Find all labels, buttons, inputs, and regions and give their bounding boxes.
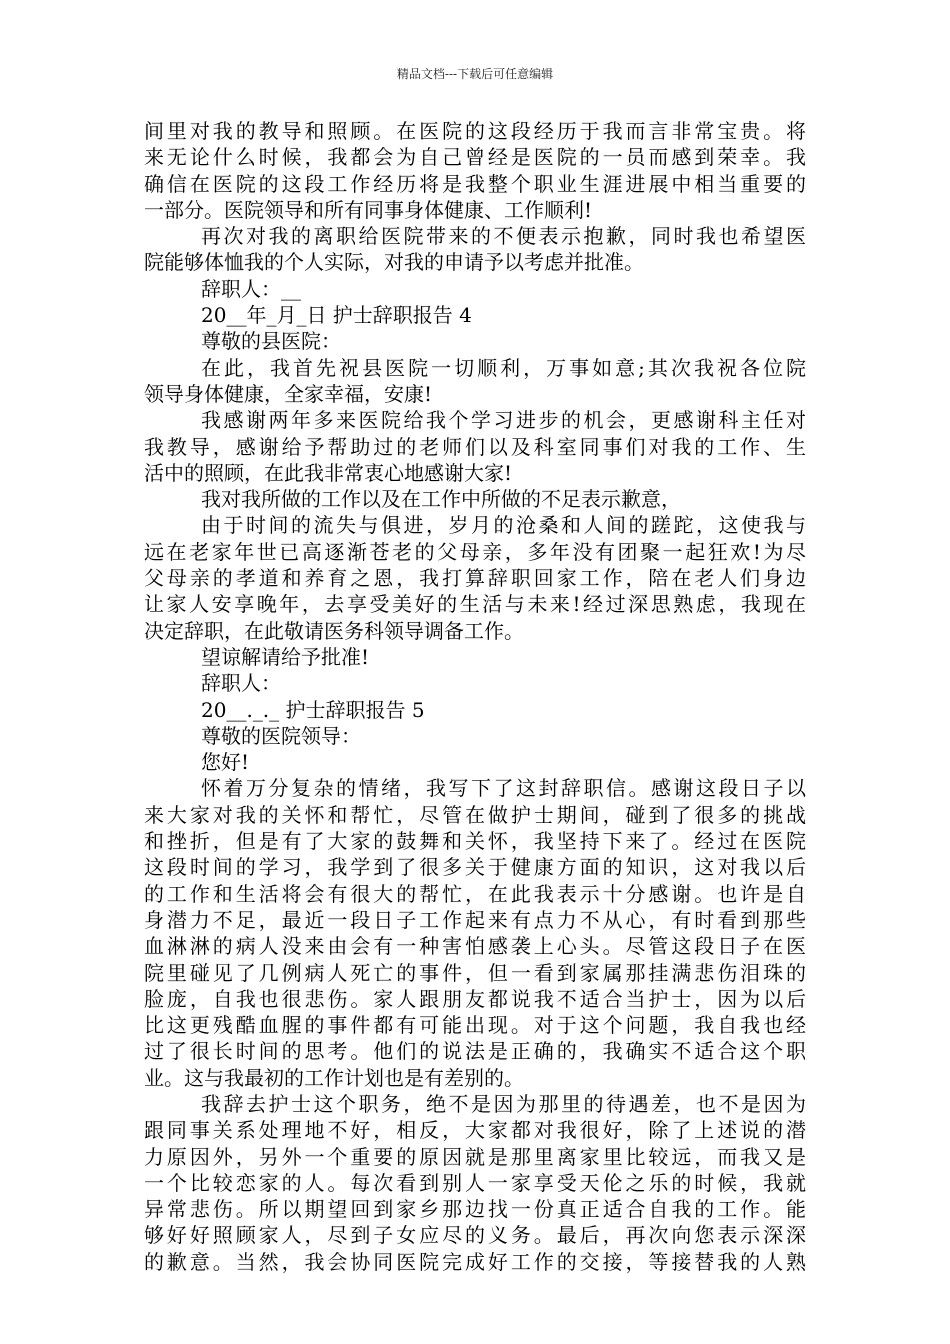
text-line: 尊敬的医院领导：: [201, 723, 361, 748]
text-line: 业。这与我最初的工作计划也是有差别的。: [144, 1065, 524, 1090]
text-line: 一个比较恋家的人。每次看到别人一家享受天伦之乐的时候，我就: [144, 1170, 806, 1195]
text-line: 血淋淋的病人没来由会有一种害怕感袭上心头。尽管这段日子在医: [144, 934, 806, 959]
text-line: 活中的照顾，在此我非常衷心地感谢大家!: [144, 460, 513, 485]
text-line: 望谅解请给予批准!: [201, 644, 370, 669]
text-line: 辞职人：: [201, 671, 281, 696]
text-line: 够好好照顾家人，尽到子女应尽的义务。最后，再次向您表示深深: [144, 1223, 806, 1248]
text-line: 您好!: [201, 750, 250, 775]
text-line: 这段时间的学习，我学到了很多关于健康方面的知识，这对我以后: [144, 855, 806, 880]
text-line: 一部分。医院领导和所有同事身体健康、工作顺利!: [144, 197, 593, 222]
text-line: 让家人安享晚年，去享受美好的生活与未来!经过深思熟虑，我现在: [144, 592, 806, 617]
text-line: 尊敬的县医院：: [201, 329, 341, 354]
text-line: 确信在医院的这段工作经历将是我整个职业生涯进展中相当重要的: [144, 171, 806, 196]
text-line: 来无论什么时候，我都会为自己曾经是医院的一员而感到荣幸。我: [144, 145, 806, 170]
text-line: 父母亲的孝道和养育之恩，我打算辞职回家工作，陪在老人们身边: [144, 566, 806, 591]
page-header: 精品文档---下载后可任意编辑: [396, 67, 554, 81]
text-line: 和挫折，但是有了大家的鼓舞和关怀，我坚持下来了。经过在医院: [144, 829, 806, 854]
text-line: 院里碰见了几例病人死亡的事件，但一看到家属那挂满悲伤泪珠的: [144, 960, 806, 985]
text-line: 由于时间的流失与俱进，岁月的沧桑和人间的蹉跎，这使我与: [201, 513, 806, 538]
text-line: 我对我所做的工作以及在工作中所做的不足表示歉意，: [201, 487, 681, 512]
text-line: 20__年_月_日 护士辞职报告 4: [201, 303, 472, 328]
text-line: 辞职人：__: [201, 276, 301, 301]
text-line: 异常悲伤。所以期望回到家乡那边找一份真正适合自我的工作。能: [144, 1197, 806, 1222]
text-line: 20__._._ 护士辞职报告 5: [201, 697, 425, 722]
text-line: 跟同事关系处理地不好，相反，大家都对我很好，除了上述说的潜: [144, 1118, 806, 1143]
text-line: 在此，我首先祝县医院一切顺利，万事如意;其次我祝各位院: [201, 355, 806, 380]
text-line: 再次对我的离职给医院带来的不便表示抱歉，同时我也希望医: [201, 224, 806, 249]
text-line: 我辞去护士这个职务，绝不是因为那里的待遇差，也不是因为: [201, 1091, 806, 1116]
text-line: 来大家对我的关怀和帮忙，尽管在做护士期间，碰到了很多的挑战: [144, 802, 806, 827]
text-line: 力原因外，另外一个重要的原因就是那里离家里比较远，而我又是: [144, 1144, 806, 1169]
text-line: 我教导，感谢给予帮助过的老师们以及科室同事们对我的工作、生: [144, 434, 806, 459]
text-line: 间里对我的教导和照顾。在医院的这段经历于我而言非常宝贵。将: [144, 119, 806, 143]
text-line: 的歉意。当然，我会协同医院完成好工作的交接，等接替我的人熟: [144, 1249, 806, 1274]
text-line: 远在老家年世已高逐渐苍老的父母亲，多年没有团聚一起狂欢!为尽: [144, 539, 806, 564]
text-line: 院能够体恤我的个人实际，对我的申请予以考虑并批准。: [144, 250, 644, 275]
text-line: 身潜力不足，最近一段日子工作起来有点力不从心，有时看到那些: [144, 907, 806, 932]
text-line: 过了很长时间的思考。他们的说法是正确的，我确实不适合这个职: [144, 1039, 806, 1064]
text-line: 决定辞职，在此敬请医务科领导调备工作。: [144, 618, 524, 643]
text-line: 怀着万分复杂的情绪，我写下了这封辞职信。感谢这段日子以: [201, 776, 806, 801]
text-line: 脸庞，自我也很悲伤。家人跟朋友都说我不适合当护士，因为以后: [144, 986, 806, 1011]
text-line: 领导身体健康，全家幸福，安康!: [144, 381, 433, 406]
text-line: 的工作和生活将会有很大的帮忙，在此我表示十分感谢。也许是自: [144, 881, 806, 906]
text-line: 我感谢两年多来医院给我个学习进步的机会，更感谢科主任对: [201, 408, 806, 433]
document-body: [144, 118, 806, 1275]
text-line: 比这更残酷血腥的事件都有可能出现。对于这个问题，我自我也经: [144, 1013, 806, 1038]
